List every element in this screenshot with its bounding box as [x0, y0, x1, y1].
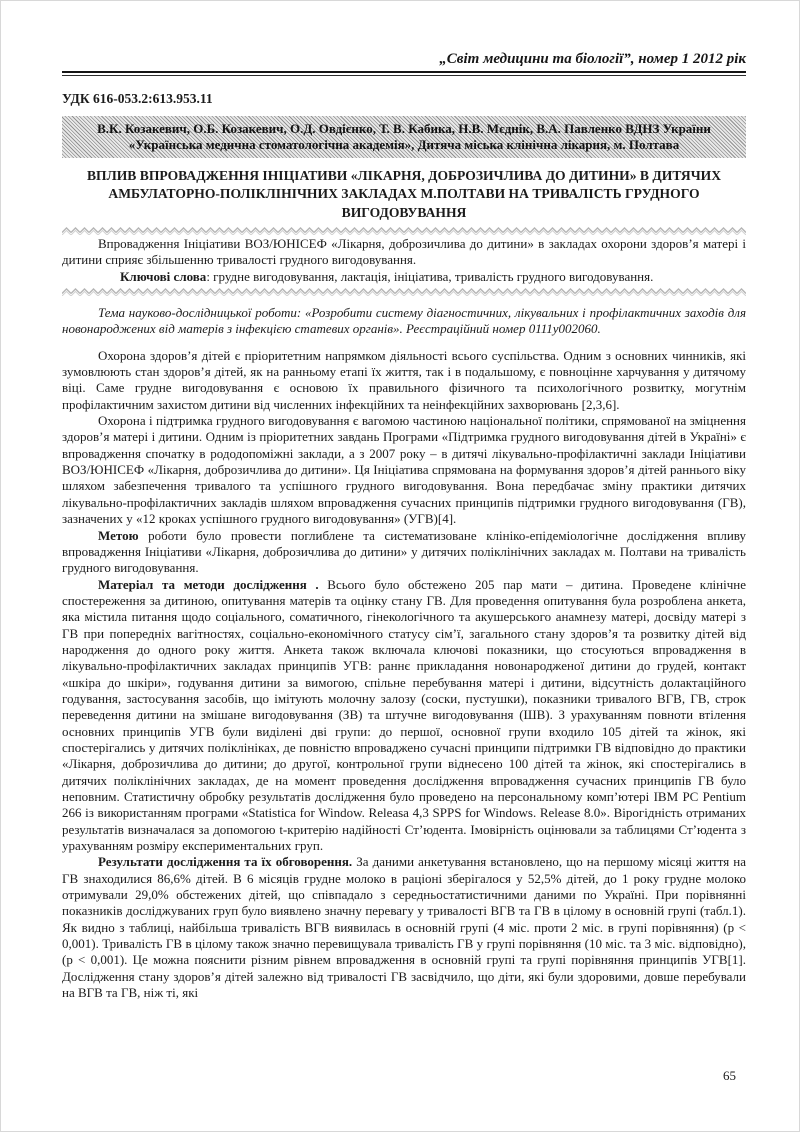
keywords-label: Ключові слова [120, 268, 207, 284]
zigzag-divider-top [62, 226, 746, 235]
abstract-text: Впровадження Ініціативи ВОЗ/ЮНІСЕФ «Лікарня, доброзичлива до дитини» в закладах охорони здоров’я матері і дитини сприяє збільшенню тривалості грудного вигодовування. [62, 236, 746, 268]
paragraph-lead: Матеріал та методи дослідження . [98, 576, 319, 592]
paragraph-text: За даними анкетування встановлено, що на першому місяці життя на ГВ знаходилися 86,6% дітей. В 6 місяців грудне молоко в раціоні зберігалося у 52,5% дітей, до 1 року грудне молоко отримували 29,0% обстежених дітей, що співпадало з середньостатистичними даними по Україні. При порівнянні показників досліджуваних груп було виявлено значну перевагу у тривалості ВГВ та ГВ в цілому в основній групі (табл.1). Як видно з таблиці, найбільша тривалість ВГВ виявилась в основній групі (4 міс. проти 2 міс. в групі порівняння) (р < 0,001). Тривалість ГВ в цілому також значно перевищувала тривалість ГВ у групі порівняння (10 міс. та 3 міс. відповідно), (р < 0,001). Це можна пояснити різним рівнем впровадження в основній групі та групі порівняння принципів УГВ[1]. Дослідження стану здоров’я дітей залежно від тривалості ГВ засвідчило, що діти, які були здоровими, довше перебували на ВГВ та ГВ, ніж ті, які [62, 854, 747, 1001]
paragraph-lead: Метою [98, 527, 139, 543]
article-title: ВПЛИВ ВПРОВАДЖЕННЯ ІНІЦІАТИВИ «ЛІКАРНЯ, ДОБРОЗИЧЛИВА ДО ДИТИНИ» В ДИТЯЧИХ АМБУЛАТОРНО-ПОЛІКЛІНІЧНИХ ЗАКЛАДАХ М.ПОЛТАВИ НА ТРИВАЛІСТЬ ГРУДНОГО ВИГОДОВУВАННЯ [86, 167, 722, 220]
header-rule [62, 71, 746, 76]
paragraph-text: Охорона і підтримка грудного вигодовування є вагомою частиною національної політики, спрямованої на зміцнення здоров’я матері і дитини. Одним із пріоритетних завдань Програми «Підтримка грудного вигодовування дітей в Україні» є впровадження спочатку в рододопоміжні заклади, а з 2007 року – в дитячі лікувально-профілактичні заклади Ініціативи ВОЗ/ЮНІСЕФ «Лікарня, доброзичлива до дитини». Ця Ініціатива спрямована на формування здоров’я дітей раннього віку шляхом забезпечення тривалого та успішного грудного вигодовування. Вона передбачає зміну практики дитячих лікувально-профілактичних закладів шляхом впровадження сучасних принципів підтримки грудного вигодовування (ГВ), зазначених у «12 кроках успішного грудного вигодовування» (УГВ)[4]. [62, 413, 746, 527]
paragraph-policy [62, 413, 746, 527]
abstract-block [62, 236, 746, 285]
research-theme: Тема науково-дослідницької роботи: «Розробити систему діагностичних, лікувальних і профілактичних заходів для новонароджених від матерів з інфекцією статевих органів». Реєстраційний номер 0111у002060. [62, 305, 746, 337]
paragraph-text: Охорона здоров’я дітей є пріоритетним напрямком діяльності всього суспільства. Одним з основних чинників, які зумовлюють стан здоров’я дітей, як на ранньому етапі їх життя, так і в подальшому, є повноцінне харчування у дитячому віці. Саме грудне вигодовування є основою їх правильного фізичного та психологічного розвитку, могутнім профілактичним захистом дитини від численних інфекційних та неінфекційних захворювань [2,3,6]. [62, 347, 746, 412]
authors-affiliation-box [62, 116, 746, 158]
keywords-line [62, 269, 746, 285]
paragraph-text: роботи було провести поглиблене та систематизоване клініко-епідеміологічне дослідження впливу впровадження Ініціативи «Лікарня, доброзичлива до дитини» у дитячих поліклінічних закладах м. Полтави на тривалість грудного вигодовування. [62, 527, 746, 576]
affiliation-line: ВДНЗ України «Українська медична стоматологічна академія», Дитяча міська клінічна лікарня, м. Полтава [128, 120, 711, 152]
authors-line: В.К. Козакевич, О.Б. Козакевич, О.Д. Овдієнко, Т. В. Кабика, Н.В. Мєднік, В.А. Павленко [97, 120, 623, 136]
keywords-text: : грудне вигодовування, лактація, ініціатива, тривалість грудного вигодовування. [206, 268, 654, 284]
page-content [0, 50, 800, 1001]
paragraph-intro [62, 348, 746, 413]
zigzag-divider-bottom [62, 287, 746, 296]
paragraph-results [62, 854, 746, 1001]
paragraph-lead: Результати дослідження та їх обговорення. [98, 854, 353, 870]
page-number: 65 [723, 1068, 736, 1083]
journal-header-title: „Світ медицини та біології”, номер 1 2012 рік [439, 51, 746, 67]
paragraph-methods [62, 577, 746, 855]
paragraph-text: Всього було обстежено 205 пар мати – дитина. Проведене клінічне спостереження за дитиною, опитування матерів та оцінку стану ГВ. Для проведення опитування була розроблена анкета, яка містила питання щодо соціального, соматичного, гінекологічного та акушерського анамнезу матері, досвіду матері з ГВ при попередніх вагітностях, соціально-економічного статусу сім’ї, загального стану здоров’я та розвитку дітей від народження до одного року життя. Анкета також включала ключові показники, що стосуються впровадження в лікувально-профілактичних закладах принципів УГВ: раннє прикладання новонародженої дитини до грудей, контакт «шкіра до шкіри», годування дитини за вимогою, спільне перебування матері і дитини, відсутність долактаційного годування, застосування засобів, що імітують молочну залозу (соски, пустушки), показники тривалого ВГВ, ГВ, строк переведення дитини на змішане вигодовування (ЗВ) та штучне вигодовування (ШВ). З урахуванням повноти втілення основних принципів УГВ були виділені дві групи: до першої, основної групи входило 105 дітей та жінок, які спостерігались у дитячих поліклініках, де повністю впроваджено сучасні принципи підтримки ГВ відповідно до практики «Лікарня, доброзичлива до дитини; до другої, контрольної групи віднесено 100 дітей та жінок, які спостерігались в дитячих поліклінічних закладах, де на момент проведення дослідження впровадження сучасних принципів ГВ було неповним. Статистичну обробку результатів дослідження було проведено на персональному комп’ютері IBM PC Pentium 266 із використанням програми «Statistica for Window. Releasa 4,3 SPPS for Windows. Release 8.0». Вірогідність отриманих результатів визначалася за допомогою t-критерію надійності Ст’юдента. Імовірність оцінювали за таблицями Ст’юдента з урахуванням розміру експериментальних груп. [62, 576, 747, 854]
paragraph-aim [62, 528, 746, 577]
article-body [62, 348, 746, 1002]
udc-code: УДК 616-053.2:613.953.11 [62, 90, 213, 106]
